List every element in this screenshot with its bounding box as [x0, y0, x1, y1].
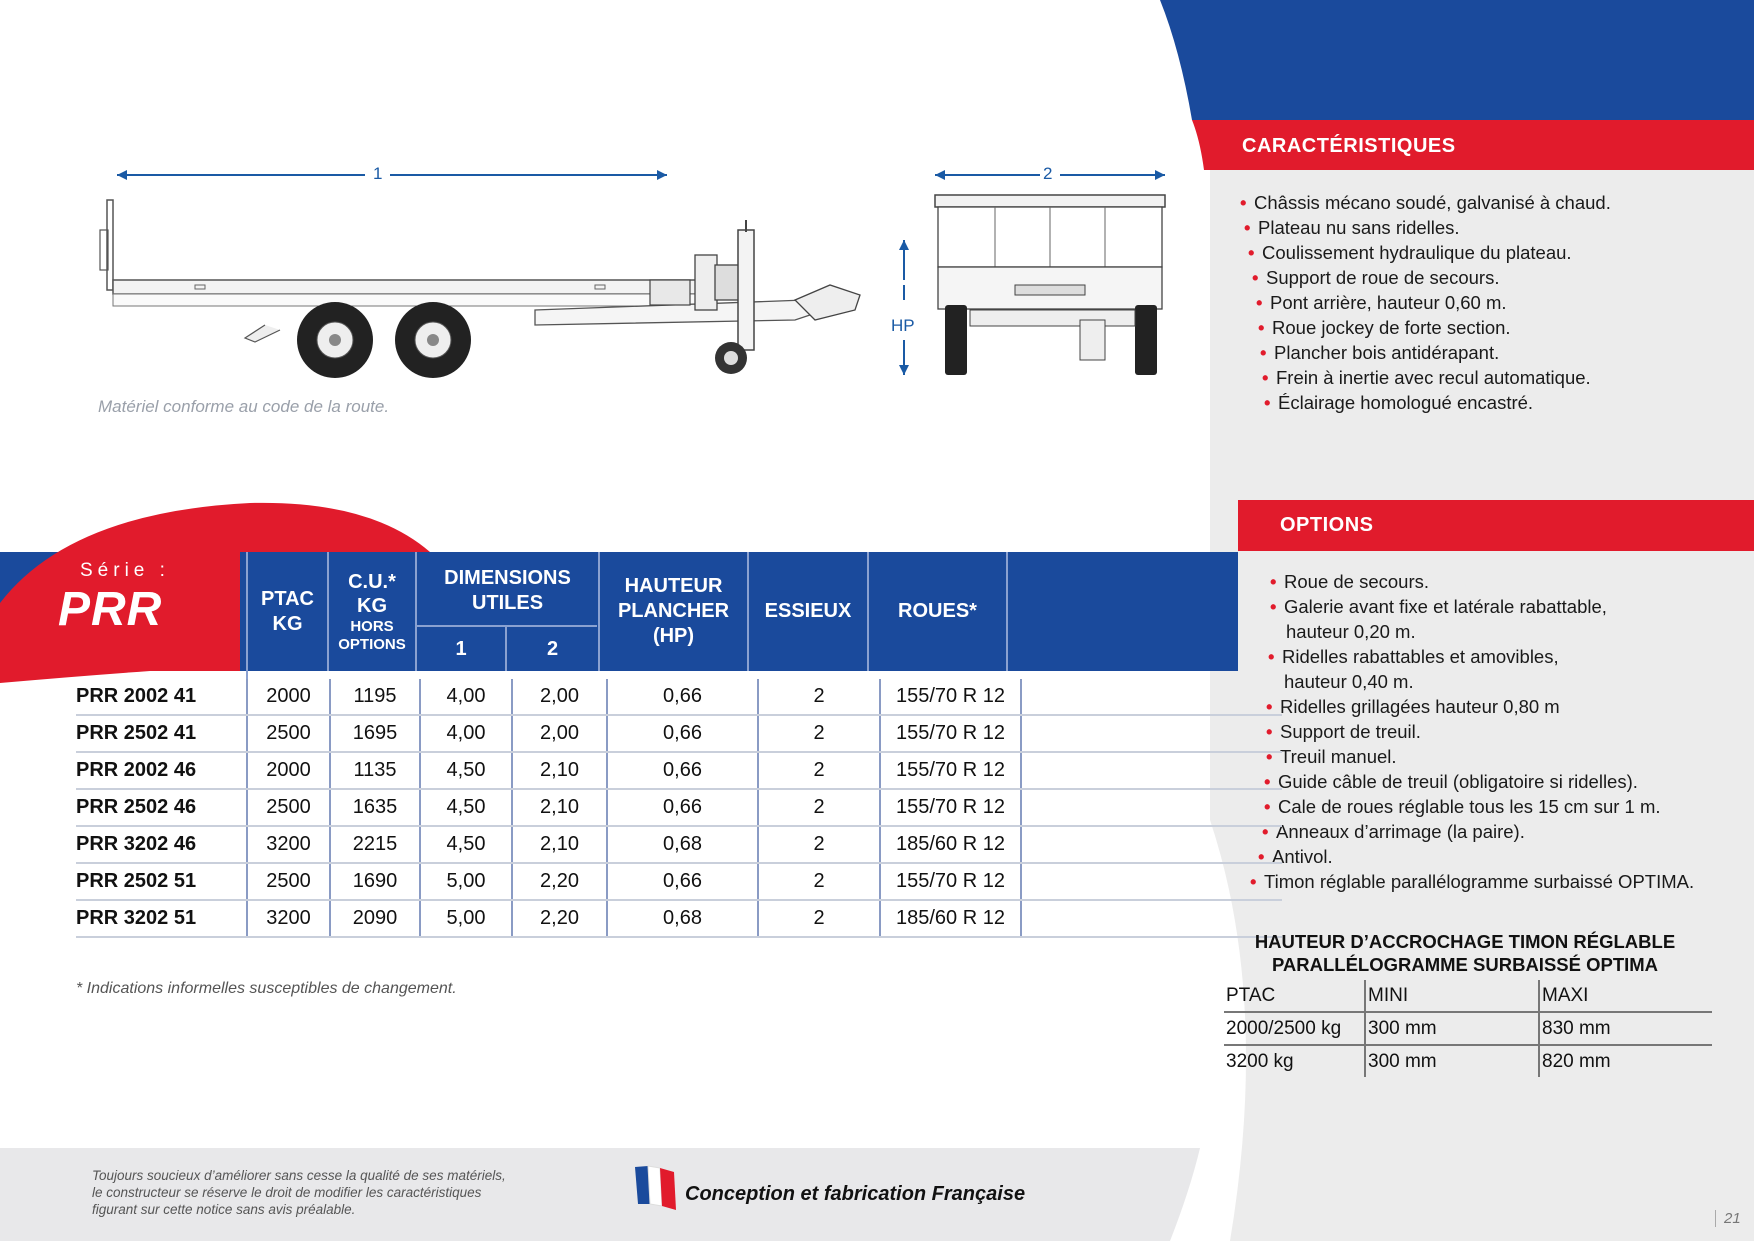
table-cell: 2	[758, 863, 880, 900]
table-row	[76, 863, 1282, 900]
series-name: PRR	[58, 583, 163, 636]
made-in-france: Conception et fabrication Française	[685, 1183, 1026, 1205]
header-hauteur: HAUTEUR PLANCHER (HP)	[617, 575, 730, 647]
table-cell: 2	[758, 715, 880, 752]
table-cell: 2500	[247, 715, 330, 752]
table-row	[76, 789, 1282, 826]
table-cell: 4,50	[420, 789, 512, 826]
trailer-rear-view	[880, 160, 1200, 390]
features-list	[1240, 190, 1611, 415]
spec-table	[76, 679, 1282, 938]
features-item: • Plancher bois antidérapant.	[1260, 340, 1611, 365]
table-cell: 0,66	[607, 863, 758, 900]
table-cell: 2,10	[512, 752, 607, 789]
features-item: • Plateau nu sans ridelles.	[1244, 215, 1611, 240]
table-cell: 185/60 R 12	[880, 900, 1021, 937]
options-list	[1250, 569, 1694, 894]
table-cell	[1021, 863, 1282, 900]
table-cell: 2,00	[512, 715, 607, 752]
footer-disclaimer: Toujours soucieux d’améliorer sans cesse la qualité de ses matériels, le constructeur se réserve le droit de modifier les caractéristiques figurant sur cette notice sans avis préalable.	[92, 1168, 506, 1217]
coupling-cell: 2000/2500 kg	[1224, 1012, 1365, 1045]
table-cell	[1021, 715, 1282, 752]
table-cell: 185/60 R 12	[880, 826, 1021, 863]
table-cell: 2000	[247, 679, 330, 715]
table-cell: 5,00	[420, 863, 512, 900]
table-cell: 1635	[330, 789, 420, 826]
options-item: • Roue de secours.	[1270, 569, 1694, 594]
table-cell: 0,68	[607, 826, 758, 863]
options-item: • Timon réglable parallélogramme surbaissé OPTIMA.	[1250, 869, 1694, 894]
french-flag-icon	[630, 1162, 680, 1212]
table-cell: 155/70 R 12	[880, 789, 1021, 826]
header-dim-1: 1	[455, 638, 467, 660]
table-cell	[1021, 752, 1282, 789]
table-cell: 1195	[330, 679, 420, 715]
table-cell: 2090	[330, 900, 420, 937]
table-cell: 2500	[247, 789, 330, 826]
table-cell: 2	[758, 789, 880, 826]
coupling-header-row	[1224, 980, 1712, 1012]
dimension-1-label: 1	[373, 164, 383, 183]
table-cell: 4,50	[420, 826, 512, 863]
coupling-row	[1224, 1045, 1712, 1077]
compliance-note: Matériel conforme au code de la route.	[98, 397, 390, 416]
model-cell: PRR 2002 46	[76, 752, 247, 789]
table-cell: 2000	[247, 752, 330, 789]
options-item: • Anneaux d’arrimage (la paire).	[1262, 819, 1694, 844]
table-row	[76, 826, 1282, 863]
table-cell: 0,66	[607, 789, 758, 826]
table-cell: 0,66	[607, 752, 758, 789]
features-item: • Roue jockey de forte section.	[1258, 315, 1611, 340]
table-cell: 1690	[330, 863, 420, 900]
table-cell: 4,00	[420, 679, 512, 715]
hp-label: HP	[891, 316, 915, 335]
model-cell: PRR 3202 51	[76, 900, 247, 937]
coupling-table	[1224, 980, 1712, 1077]
model-cell: PRR 2002 41	[76, 679, 247, 715]
header-ptac: PTAC KG	[261, 587, 314, 635]
table-cell: 155/70 R 12	[880, 863, 1021, 900]
options-item: • Guide câble de treuil (obligatoire si ridelles).	[1264, 769, 1694, 794]
features-title: CARACTÉRISTIQUES	[1242, 135, 1456, 157]
options-title: OPTIONS	[1280, 514, 1374, 536]
coupling-header-cell: MAXI	[1539, 980, 1712, 1012]
table-cell: 155/70 R 12	[880, 752, 1021, 789]
table-cell: 2	[758, 679, 880, 715]
series-label: Série :	[80, 560, 170, 581]
coupling-cell: 820 mm	[1539, 1045, 1712, 1077]
header-dimensions: DIMENSIONS UTILES	[444, 567, 571, 614]
table-cell: 1135	[330, 752, 420, 789]
coupling-row	[1224, 1012, 1712, 1045]
table-cell: 2	[758, 826, 880, 863]
features-item: • Châssis mécano soudé, galvanisé à chaud.	[1240, 190, 1611, 215]
table-cell: 155/70 R 12	[880, 679, 1021, 715]
options-item: • Treuil manuel.	[1266, 744, 1694, 769]
model-cell: PRR 2502 51	[76, 863, 247, 900]
coupling-cell: 300 mm	[1365, 1012, 1539, 1045]
table-cell: 4,00	[420, 715, 512, 752]
table-footnote: * Indications informelles susceptibles de changement.	[76, 980, 457, 997]
table-cell: 3200	[247, 826, 330, 863]
header-roues: ROUES*	[898, 600, 977, 622]
table-cell: 2,20	[512, 900, 607, 937]
options-item: • Antivol.	[1258, 844, 1694, 869]
features-item: • Pont arrière, hauteur 0,60 m.	[1256, 290, 1611, 315]
coupling-cell: 3200 kg	[1226, 1050, 1294, 1072]
options-item: • Galerie avant fixe et latérale rabattable, hauteur 0,20 m.	[1270, 594, 1694, 644]
table-cell: 2	[758, 900, 880, 937]
table-cell: 0,66	[607, 715, 758, 752]
table-cell	[1021, 826, 1282, 863]
table-row	[76, 715, 1282, 752]
table-cell: 0,66	[607, 679, 758, 715]
table-cell: 2,10	[512, 789, 607, 826]
coupling-cell: 830 mm	[1539, 1012, 1712, 1045]
page-number: 21	[1715, 1210, 1741, 1227]
table-cell: 2	[758, 752, 880, 789]
dimension-2-label: 2	[1043, 164, 1053, 183]
table-row	[76, 900, 1282, 937]
coupling-cell: 300 mm	[1365, 1045, 1539, 1077]
options-item: • Ridelles rabattables et amovibles, hauteur 0,40 m.	[1268, 644, 1694, 694]
table-cell: 2215	[330, 826, 420, 863]
coupling-header-cell: MINI	[1365, 980, 1539, 1012]
table-row	[76, 679, 1282, 715]
table-cell: 3200	[247, 900, 330, 937]
model-cell: PRR 3202 46	[76, 826, 247, 863]
table-cell: 5,00	[420, 900, 512, 937]
table-cell: 2,00	[512, 679, 607, 715]
table-cell	[1021, 679, 1282, 715]
model-cell: PRR 2502 46	[76, 789, 247, 826]
table-cell: 155/70 R 12	[880, 715, 1021, 752]
header-cu: C.U.* KG HORS OPTIONS	[338, 571, 406, 653]
table-cell: 2,20	[512, 863, 607, 900]
features-item: • Coulissement hydraulique du plateau.	[1248, 240, 1611, 265]
features-item: • Frein à inertie avec recul automatique.	[1262, 365, 1611, 390]
table-cell: 1695	[330, 715, 420, 752]
table-cell: 4,50	[420, 752, 512, 789]
table-cell	[1021, 789, 1282, 826]
options-item: • Support de treuil.	[1266, 719, 1694, 744]
coupling-title: HAUTEUR D’ACCROCHAGE TIMON RÉGLABLE PARALLÉLOGRAMME SURBAISSÉ OPTIMA	[1254, 931, 1676, 975]
model-cell: PRR 2502 41	[76, 715, 247, 752]
trailer-side-view	[95, 160, 895, 420]
options-item: • Cale de roues réglable tous les 15 cm sur 1 m.	[1264, 794, 1694, 819]
header-essieux: ESSIEUX	[764, 600, 852, 622]
coupling-header-cell: PTAC	[1224, 980, 1365, 1012]
features-item: • Support de roue de secours.	[1252, 265, 1611, 290]
table-cell: 2,10	[512, 826, 607, 863]
header-dim-2: 2	[546, 638, 559, 660]
options-item: • Ridelles grillagées hauteur 0,80 m	[1266, 694, 1694, 719]
table-cell: 2500	[247, 863, 330, 900]
features-item: • Éclairage homologué encastré.	[1264, 390, 1611, 415]
table-cell: 0,68	[607, 900, 758, 937]
table-row	[76, 752, 1282, 789]
